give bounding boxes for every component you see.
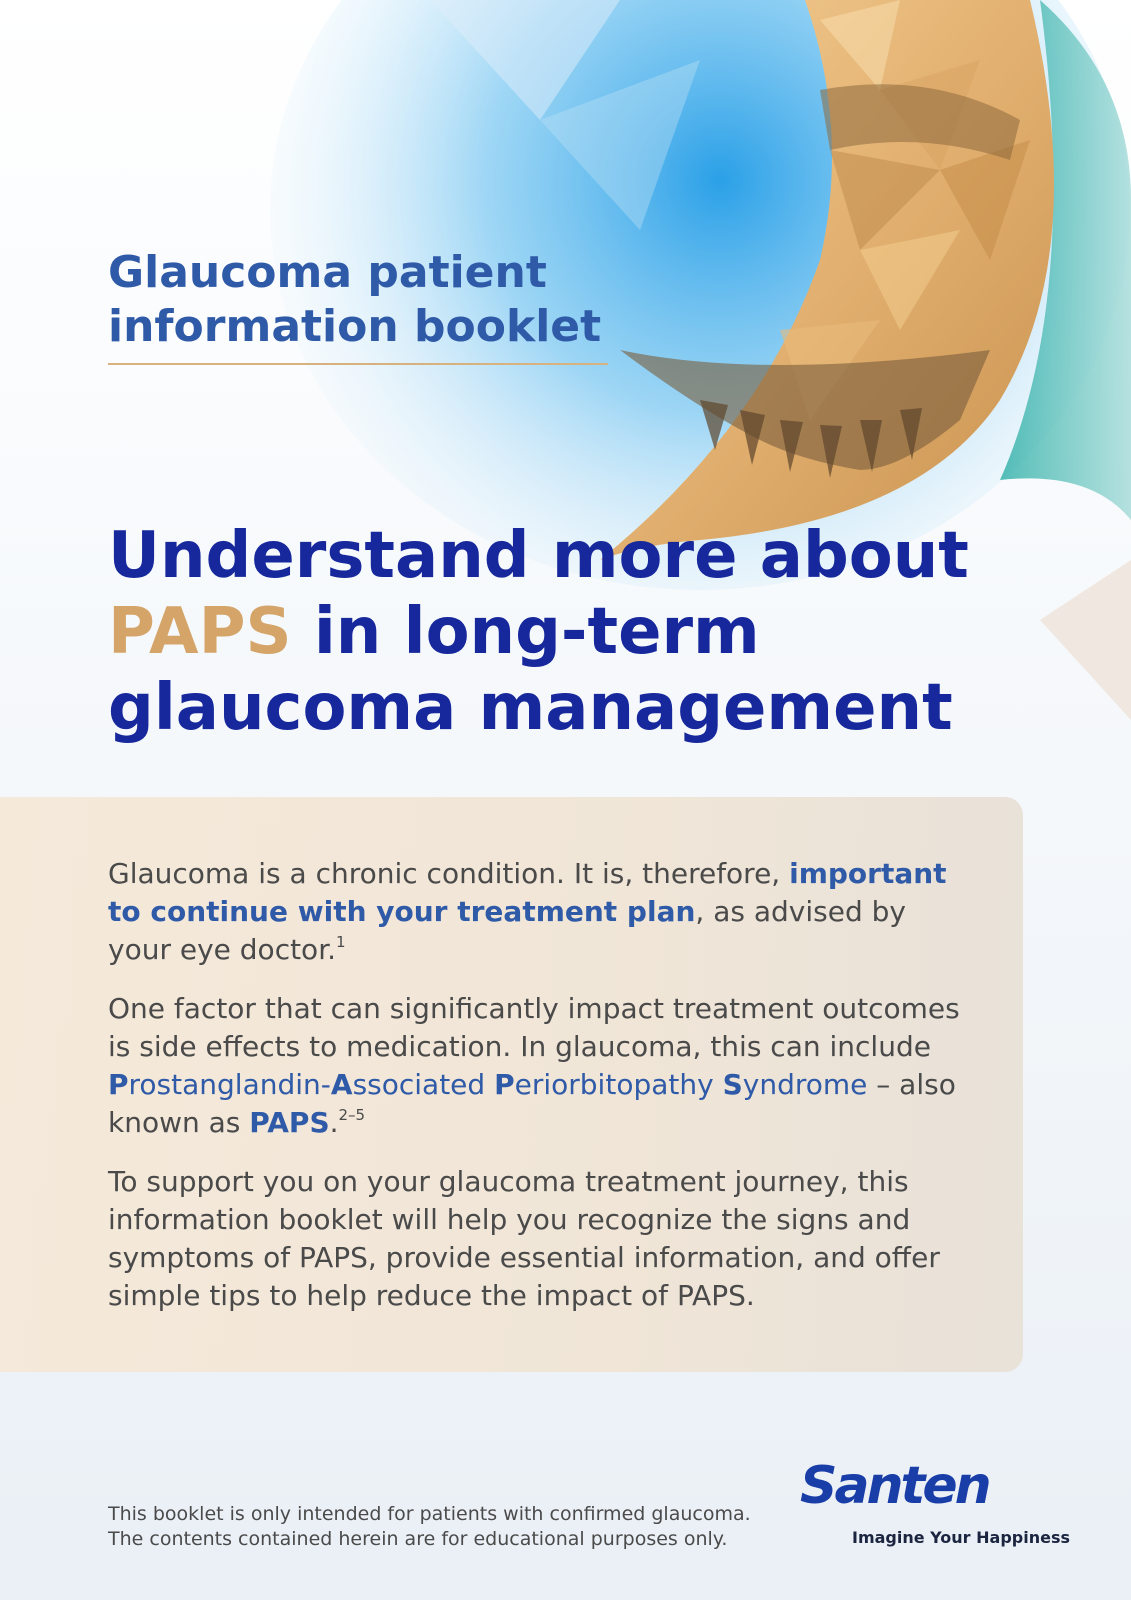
logo-wordmark: Santen [800, 1456, 989, 1516]
p2-reference: 2–5 [338, 1106, 366, 1124]
info-text [108, 855, 968, 1336]
booklet-title-line2: information booklet [108, 301, 602, 352]
booklet-title [108, 246, 628, 354]
p1-text-b: , as advised by your eye doctor. [108, 895, 906, 966]
paps-letter-s: S [722, 1068, 743, 1101]
disclaimer [108, 1502, 758, 1552]
p2-text-b: – also known as [108, 1068, 956, 1139]
title-divider [108, 363, 608, 365]
main-heading-line3: glaucoma management [108, 671, 953, 745]
heading-accent-paps: PAPS [108, 595, 292, 669]
paps-word-1: rostanglandin- [128, 1068, 331, 1101]
main-heading [108, 518, 1008, 746]
disclaimer-line2: The contents contained herein are for educational purposes only. [108, 1528, 728, 1550]
info-paragraph-1 [108, 855, 968, 969]
paps-full-name [108, 1068, 867, 1101]
paps-letter-p: P [108, 1068, 129, 1101]
paps-acronym: PAPS [249, 1106, 330, 1139]
info-paragraph-3: To support you on your glaucoma treatment journey, this information booklet will help you recognize the signs and symptoms of PAPS, provide essential information, and offer simple tips to help reduce the impact of PAPS. [108, 1165, 940, 1312]
paps-word-3: eriorbitopathy [514, 1068, 723, 1101]
p1-text-a: Glaucoma is a chronic condition. It is, therefore, [108, 857, 790, 890]
info-paragraph-2 [108, 990, 968, 1142]
paps-word-2: ssociated [352, 1068, 495, 1101]
booklet-title-line1: Glaucoma patient [108, 247, 547, 298]
paps-word-4: yndrome [742, 1068, 868, 1101]
paps-letter-p2: P [494, 1068, 515, 1101]
paps-letter-a: A [330, 1068, 353, 1101]
p2-text-a: One factor that can significantly impact treatment outcomes is side effects to medication. In glaucoma, this can include [108, 992, 960, 1063]
logo-tagline: Imagine Your Happiness [852, 1528, 1070, 1547]
main-heading-line2 [108, 594, 1008, 670]
main-heading-line1: Understand more about [108, 519, 969, 593]
disclaimer-line1: This booklet is only intended for patients with confirmed glaucoma. [108, 1503, 751, 1525]
p1-highlight: important to continue with your treatment plan [108, 857, 947, 928]
p2-text-c: . [329, 1106, 339, 1139]
santen-logo [800, 1456, 1070, 1556]
p1-reference: 1 [336, 933, 346, 951]
heading-line2-rest: in long-term [291, 595, 760, 669]
